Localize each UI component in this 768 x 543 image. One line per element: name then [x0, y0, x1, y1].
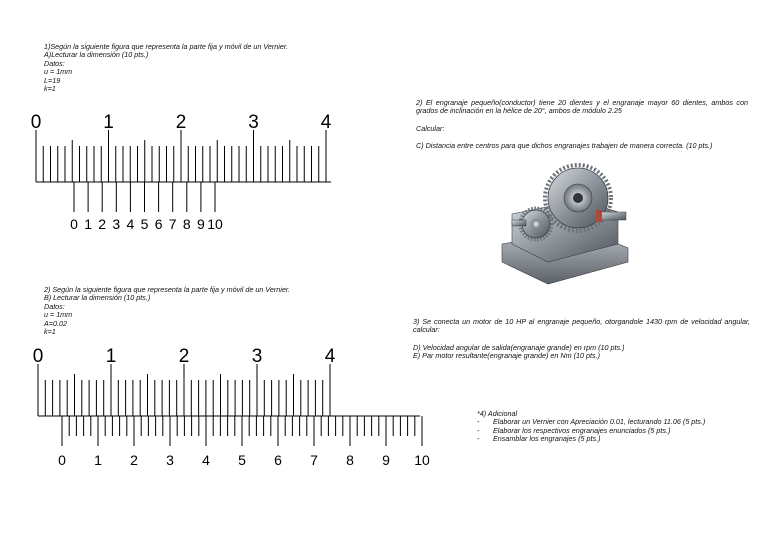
vernier-scale-label: 2	[98, 216, 107, 232]
problem2-line: A=0.02	[44, 318, 67, 328]
main-scale-label: 2	[178, 346, 190, 367]
gear-question-c: C) Distancia entre centros para que dichos engranajes trabajen de manera correcta. (10 pts.)	[416, 141, 713, 151]
bullet-marker: -	[477, 417, 480, 427]
problem1-line: Datos:	[44, 58, 65, 68]
motor-problem-statement: 3) Se conecta un motor de 10 HP al engranaje pequeño, otorgandole 1430 rpm de velocidad angular, calcular:	[413, 317, 750, 335]
vernier-scale-label: 9	[197, 216, 205, 232]
additional-item-text: Elaborar los respectivos engranajes enunciados (5 pts.)	[493, 425, 671, 435]
additional-item-text: Elaborar un Vernier con Apreciación 0.01, lecturando 11.06 (5 pts.)	[493, 417, 706, 427]
main-scale-label: 3	[248, 112, 259, 133]
main-scale-label: 0	[32, 346, 44, 367]
vernier-scale-label: 5	[140, 216, 149, 232]
problem1-line: 1)Según la siguiente figura que representa la parte fija y móvil de un Vernier.	[44, 42, 288, 51]
problem1-line: A)Lecturar la dimensión (10 pts.)	[44, 50, 149, 60]
vernier-scale-label: 6	[274, 452, 282, 468]
problem2-line: Datos:	[44, 301, 65, 311]
vernier-scale-label: 8	[346, 452, 354, 468]
problem1-line: L=19	[44, 75, 61, 85]
problem2-line: 2) Según la siguiente figura que representa la parte fija y móvil de un Vernier.	[44, 285, 290, 294]
main-scale-label: 4	[320, 112, 332, 133]
vernier-scale-label: 7	[310, 452, 318, 468]
gear-calc-label: Calcular:	[416, 123, 445, 133]
main-scale-label: 3	[251, 346, 263, 367]
motor-question-d: D) Velocidad angular de salida(engranaje grande) en rpm (10 pts.)	[413, 342, 625, 352]
main-scale-label: 1	[103, 112, 114, 133]
motor-question-e: E) Par motor resultante(engranaje grande) en Nm (10 pts.)	[413, 351, 600, 361]
vernier-scale-label: 3	[166, 452, 174, 468]
vernier-scale-label: 8	[182, 216, 191, 232]
additional-item-text: Ensamblar los engranajes (5 pts.)	[493, 434, 601, 444]
vernier-scale-label: 2	[130, 452, 138, 468]
problem1-line: k=1	[44, 84, 56, 94]
additional-section	[477, 410, 705, 444]
problem2-line: B) Lecturar la dimensión (10 pts.)	[44, 293, 151, 303]
input-shaft-shape	[512, 220, 526, 226]
shaft-accent-shape	[596, 210, 602, 222]
vernier-scale-label: 6	[154, 216, 163, 232]
problem2-line: u = 1mm	[44, 310, 73, 320]
vernier-scale-label: 10	[207, 216, 223, 232]
main-scale-label: 4	[324, 346, 336, 367]
main-scale-label: 1	[105, 346, 117, 367]
motor-problem-text	[413, 318, 750, 361]
additional-title: *4) Adicional	[477, 409, 518, 418]
problem2-line: k=1	[44, 327, 56, 337]
vernier-scale-label: 9	[382, 452, 390, 468]
main-scale-label: 2	[175, 112, 187, 133]
vernier-scale-label: 4	[202, 452, 210, 468]
problem1-line: u = 1mm	[44, 67, 73, 77]
vernier-scale-label: 0	[58, 452, 66, 468]
vernier-scale-label: 0	[70, 216, 78, 232]
vernier-scale-label: 4	[126, 216, 135, 232]
additional-item	[477, 435, 705, 443]
vernier-scale-label: 10	[414, 452, 430, 468]
bullet-marker: -	[477, 425, 480, 435]
bullet-marker: -	[477, 434, 480, 444]
vernier-scale-label: 3	[112, 216, 121, 232]
vernier-scale-label: 1	[84, 216, 92, 232]
main-scale-label: 0	[30, 112, 42, 133]
output-shaft-shape	[600, 212, 626, 220]
vernier-scale-label: 7	[168, 216, 177, 232]
vernier-scale-label: 1	[94, 452, 102, 468]
gear-problem-statement: 2) El engranaje pequeño(conductor) tiene 20 dientes y el engranaje mayor 60 dientes, ambos con grados de inclinación en la hélice de 20°, ambos de módulo 2.25	[416, 98, 748, 116]
vernier-scale-label: 5	[238, 452, 246, 468]
